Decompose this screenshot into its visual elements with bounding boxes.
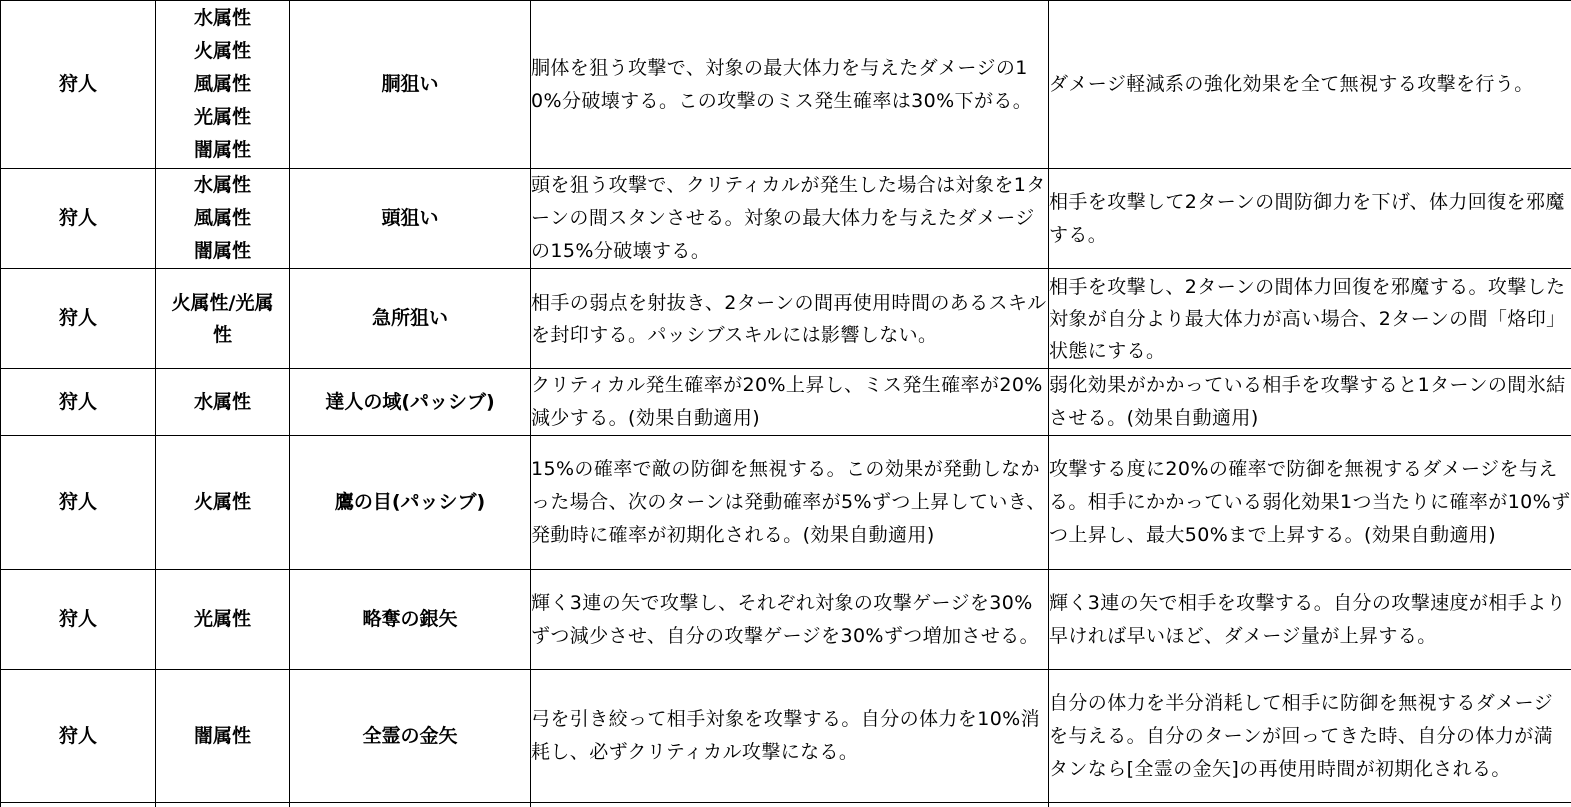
empty-cell	[156, 803, 290, 807]
skill-name-cell: 急所狙い	[290, 269, 531, 369]
element-label: 風属性	[193, 207, 251, 229]
empty-cell	[1, 803, 156, 807]
table-row	[1, 369, 1571, 436]
element-cell: 水属性	[156, 369, 290, 436]
table-row	[1, 436, 1571, 570]
element-cell: 火属性	[156, 436, 290, 570]
element-label: 水属性	[193, 7, 251, 29]
effect1-cell: 15%の確率で敵の防御を無視する。この効果が発動しなかった場合、次のターンは発動確率が5%ずつ上昇していき、発動時に確率が初期化される。(効果自動適用)	[531, 436, 1049, 570]
skill-name-cell: 胴狙い	[290, 1, 531, 169]
skill-name-cell: 達人の域(パッシブ)	[290, 369, 531, 436]
table-row	[1, 670, 1571, 803]
table-row	[1, 169, 1571, 269]
class-cell: 狩人	[1, 269, 156, 369]
effect1-cell: 弓を引き絞って相手対象を攻撃する。自分の体力を10%消耗し、必ずクリティカル攻撃になる。	[531, 670, 1049, 803]
table-row-partial	[1, 803, 1571, 807]
effect2-cell: 輝く3連の矢で相手を攻撃する。自分の攻撃速度が相手より早ければ早いほど、ダメージ量が上昇する。	[1049, 570, 1571, 670]
element-cell	[156, 1, 290, 169]
skill-name-cell: 略奪の銀矢	[290, 570, 531, 670]
empty-cell	[1049, 803, 1571, 807]
skill-name-cell: 鷹の目(パッシブ)	[290, 436, 531, 570]
element-cell: 火属性/光属性	[156, 269, 290, 369]
class-cell: 狩人	[1, 169, 156, 269]
element-label: 水属性	[193, 174, 251, 196]
table-row	[1, 570, 1571, 670]
effect1-cell: 胴体を狙う攻撃で、対象の最大体力を与えたダメージの10%分破壊する。この攻撃のミス発生確率は30%下がる。	[531, 1, 1049, 169]
effect1-cell: 輝く3連の矢で攻撃し、それぞれ対象の攻撃ゲージを30%ずつ減少させ、自分の攻撃ゲージを30%ずつ増加させる。	[531, 570, 1049, 670]
effect1-cell: 頭を狙う攻撃で、クリティカルが発生した場合は対象を1ターンの間スタンさせる。対象の最大体力を与えたダメージの15%分破壊する。	[531, 169, 1049, 269]
class-cell: 狩人	[1, 570, 156, 670]
effect2-cell: 相手を攻撃して2ターンの間防御力を下げ、体力回復を邪魔する。	[1049, 169, 1571, 269]
skill-name-cell: 全霊の金矢	[290, 670, 531, 803]
empty-cell	[531, 803, 1049, 807]
skill-name-cell: 頭狙い	[290, 169, 531, 269]
class-cell: 狩人	[1, 670, 156, 803]
element-cell: 闇属性	[156, 670, 290, 803]
effect2-cell: 相手を攻撃し、2ターンの間体力回復を邪魔する。攻撃した対象が自分より最大体力が高い場合、2ターンの間「烙印」状態にする。	[1049, 269, 1571, 369]
effect2-cell: 自分の体力を半分消耗して相手に防御を無視するダメージを与える。自分のターンが回ってきた時、自分の体力が満タンなら[全霊の金矢]の再使用時間が初期化される。	[1049, 670, 1571, 803]
effect2-cell: ダメージ軽減系の強化効果を全て無視する攻撃を行う。	[1049, 1, 1571, 169]
effect1-cell: 相手の弱点を射抜き、2ターンの間再使用時間のあるスキルを封印する。パッシブスキルには影響しない。	[531, 269, 1049, 369]
effect2-cell: 弱化効果がかかっている相手を攻撃すると1ターンの間氷結させる。(効果自動適用)	[1049, 369, 1571, 436]
empty-cell	[290, 803, 531, 807]
element-label: 闇属性	[193, 139, 251, 161]
element-label: 風属性	[193, 73, 251, 95]
element-cell	[156, 169, 290, 269]
element-label: 闇属性	[193, 240, 251, 262]
class-cell: 狩人	[1, 369, 156, 436]
class-cell: 狩人	[1, 1, 156, 169]
effect1-cell: クリティカル発生確率が20%上昇し、ミス発生確率が20%減少する。(効果自動適用)	[531, 369, 1049, 436]
class-cell: 狩人	[1, 436, 156, 570]
element-cell: 光属性	[156, 570, 290, 670]
table-row	[1, 1, 1571, 169]
effect2-cell: 攻撃する度に20%の確率で防御を無視するダメージを与える。相手にかかっている弱化効果1つ当たりに確率が10%ずつ上昇し、最大50%まで上昇する。(効果自動適用)	[1049, 436, 1571, 570]
element-label: 火属性	[193, 40, 251, 62]
table-row	[1, 269, 1571, 369]
element-label: 光属性	[193, 106, 251, 128]
